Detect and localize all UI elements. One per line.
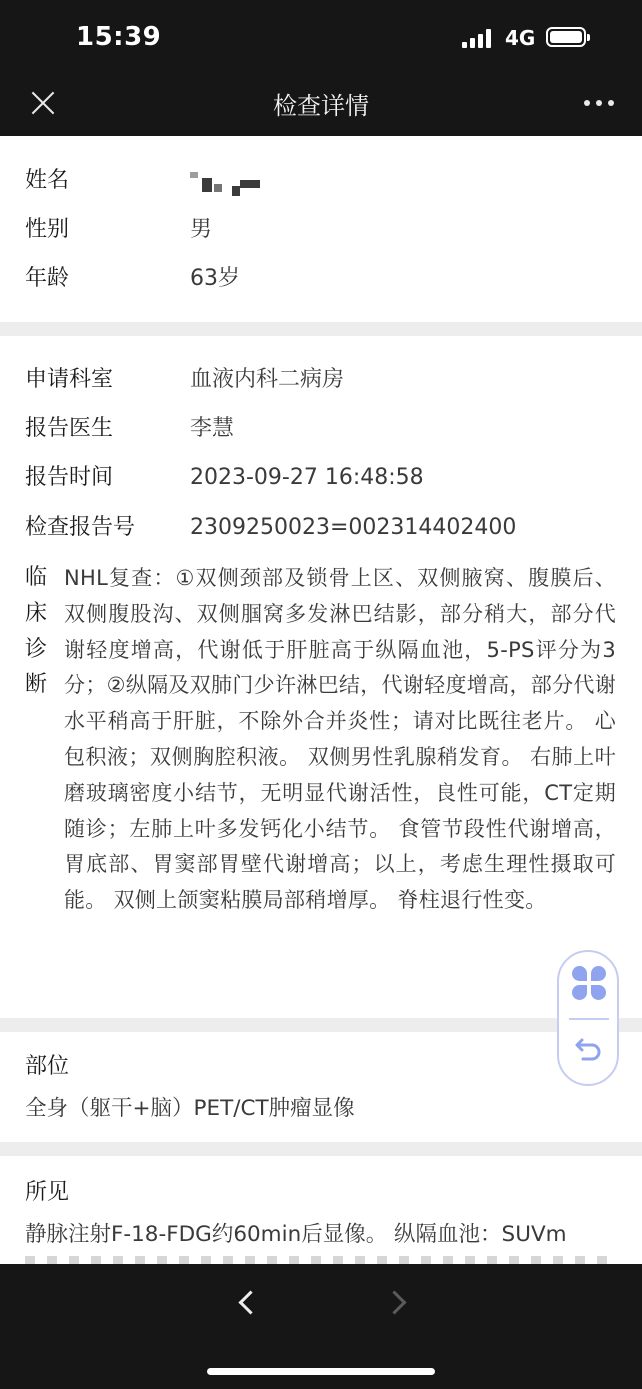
dept-label: 申请科室 — [25, 367, 114, 392]
undo-icon[interactable] — [573, 1032, 605, 1064]
battery-icon — [546, 27, 586, 47]
report-number-value: 2309250023=002314402400 — [190, 515, 517, 540]
patient-section — [0, 136, 642, 322]
network-type: 4G — [505, 26, 536, 50]
top-bar — [0, 0, 642, 136]
signal-icon — [462, 28, 494, 48]
floating-assistant[interactable] — [557, 950, 619, 1086]
widget-divider — [569, 1018, 609, 1020]
report-number-label: 检查报告号 — [25, 515, 136, 540]
age-value: 63岁 — [190, 266, 240, 291]
doctor-value: 李慧 — [190, 416, 235, 441]
diagnosis-text: NHL复查：①双侧颈部及锁骨上区、双侧腋窝、腹膜后、双侧腹股沟、双侧腘窝多发淋巴结影，部分稍大，部分代谢轻度增高，代谢低于肝脏高于纵隔血池，5-PS评分为3分；②纵隔及双肺门少许淋巴结，代谢轻度增高，部分代谢水平稍高于肝脏，不除外合并炎性；请对比既往老片。 心包积液；双侧胸腔积液。 双侧男性乳腺稍发育。 右肺上叶磨玻璃密度小结节，无明显代谢活性，良性可能，CT定期随诊；左肺上叶多发钙化小结节。 食管节段性代谢增高，胃底部、胃窦部胃壁代谢增高；以上，考虑生理性摄取可能。 双侧上颌窦粘膜局部稍增厚。 脊柱退行性变。 — [64, 566, 616, 913]
page-title: 检查详情 — [273, 92, 369, 120]
name-redacted — [190, 170, 262, 198]
site-value: 全身（躯干+脑）PET/CT肿瘤显像 — [25, 1096, 355, 1121]
clover-icon[interactable] — [572, 966, 606, 1000]
home-indicator[interactable] — [207, 1368, 435, 1375]
doctor-label: 报告医生 — [25, 416, 114, 441]
site-label: 部位 — [25, 1054, 70, 1079]
report-time-value: 2023-09-27 16:48:58 — [190, 465, 424, 490]
findings-section — [0, 1156, 642, 1264]
age-label: 年龄 — [25, 266, 70, 291]
report-time-label: 报告时间 — [25, 465, 114, 490]
site-section — [0, 1032, 642, 1142]
gender-value: 男 — [190, 217, 213, 242]
findings-label: 所见 — [25, 1180, 70, 1205]
gender-label: 性别 — [25, 217, 70, 242]
diagnosis-label: 临 床 诊 断 — [25, 565, 48, 698]
dept-value: 血液内科二病房 — [190, 367, 345, 392]
findings-text-cutoff — [25, 1256, 615, 1264]
name-label: 姓名 — [25, 168, 70, 193]
status-time: 15:39 — [76, 22, 162, 52]
findings-text: 静脉注射F-18-FDG约60min后显像。 纵隔血池：SUVm — [25, 1222, 567, 1247]
more-icon[interactable] — [584, 100, 614, 108]
